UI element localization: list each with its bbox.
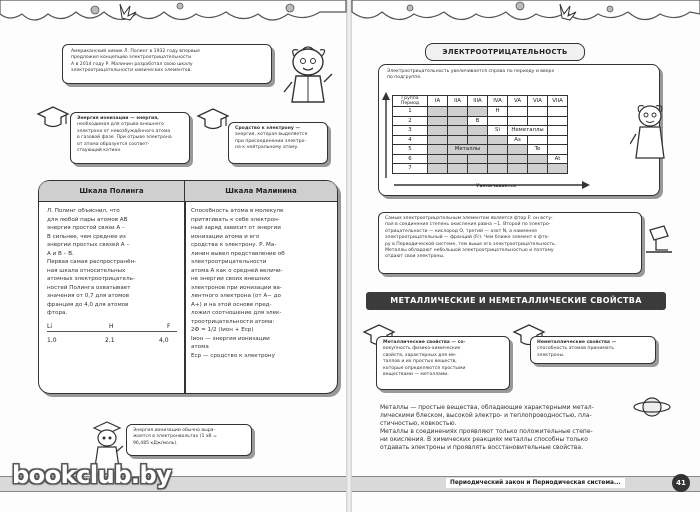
intro-line: А в 2014 году Р. Малинин разработал свою шкалу (71, 61, 193, 67)
table-cell (548, 107, 568, 117)
table-header-cell (393, 96, 428, 107)
table-cell (528, 107, 548, 117)
table-cell (508, 116, 528, 126)
ionization-energy-box (70, 112, 190, 164)
electronegativity-title: ЭЛЕКТРООТРИЦАТЕЛЬНОСТЬ (425, 43, 585, 61)
definition-line: в газовой фазе. При отрыве электрона (77, 135, 172, 141)
table-cell: B (468, 116, 488, 126)
text-line: притягивать к себе электрон- (191, 216, 280, 223)
malinin-scale-title: Шкала Малинина (185, 181, 337, 202)
table-cell (448, 154, 468, 164)
text-line: ни окисления. В химических реакциях металлы способны только (380, 436, 588, 443)
text-line: ионизации атома и его (191, 233, 260, 240)
text-line: для любой пары атомов АВ (47, 216, 128, 223)
definition-line: ствующий катион. (77, 148, 122, 154)
table-cell (428, 107, 448, 117)
table-cell: Te (528, 145, 548, 155)
footer-title: Периодический закон и Периодическая система... (446, 478, 625, 488)
text-line: электроотрицательности (191, 259, 267, 265)
intro-line: предложил концепцию электроотрицательности. (71, 55, 193, 61)
microscope-icon (642, 222, 676, 256)
table-cell (528, 164, 548, 174)
page-number: 41 (672, 474, 690, 492)
period-cell: 3 (393, 126, 428, 136)
text-line: значения от 0,7 для атомов (47, 293, 130, 299)
pauling-scale-title: Шкала Полинга (39, 181, 185, 202)
definition-line: Энергия ионизации — энергия, (77, 116, 159, 121)
table-cell (468, 135, 488, 145)
book-spine (346, 0, 352, 512)
text-line: вокупность физико-химических (383, 346, 461, 352)
fluorine-box (378, 212, 642, 274)
table-cell (468, 107, 488, 117)
text-line: В сильнее, чем среднее из (47, 233, 126, 240)
group-header: IA (428, 96, 448, 107)
table-cell (548, 116, 568, 126)
text-line: ностей Полинга охватывает (47, 284, 131, 291)
electronegativity-value: 1,0 (47, 337, 57, 344)
table-cell (468, 164, 488, 174)
definition-line: от атома образуется соответ- (77, 141, 150, 147)
period-cell: 1 (393, 107, 428, 117)
text-line: лентного электрона (от А− до (191, 293, 281, 299)
text-line: ру в Периодической системе, тем выше его электроотрицательность. (385, 241, 557, 247)
nonmetallic-properties-box (530, 336, 656, 364)
malinin-text (191, 207, 331, 360)
group-header: VIIA (548, 96, 568, 107)
definition-line: энергия, которая выделяется (235, 132, 308, 138)
element-symbol: Li (47, 323, 53, 330)
metallic-properties-box (376, 336, 510, 390)
table-cell (488, 135, 508, 145)
period-cell: 6 (393, 154, 428, 164)
period-label: Период (400, 101, 420, 106)
table-cell (508, 154, 528, 164)
group-header: VA (508, 96, 528, 107)
period-cell: 7 (393, 164, 428, 174)
table-cell (448, 107, 468, 117)
text-line: А+) и на этой основе пред- (191, 301, 272, 308)
intro-line: Американский химик Л. Полинг в 1932 году впервые (71, 49, 200, 54)
text-line: фтора. (47, 310, 68, 316)
definition-line: Сродство к электрону — (235, 126, 301, 131)
scientist-illustration (282, 44, 334, 108)
text-line: ная шкала относительных (47, 267, 126, 274)
table-cell (448, 164, 468, 174)
increase-label: Увеличивается (476, 184, 516, 189)
table-cell (508, 164, 528, 174)
group-header: IIA (448, 96, 468, 107)
text-line: свойств, характерных для ме- (383, 352, 457, 358)
text-line: атома (191, 344, 209, 350)
group-header: VIA (528, 96, 548, 107)
table-cell (528, 154, 548, 164)
table-cell (468, 154, 488, 164)
text-line: Металлы в соединениях проявляют только положительные степе- (380, 428, 593, 435)
text-line: электроотрицательный — франций (Fr). Чем ближе элемент к фто- (385, 235, 550, 241)
watermark: bookclub.by (12, 461, 172, 489)
group-header: IVA (488, 96, 508, 107)
scientist-illustration (630, 102, 670, 162)
text-line: А и В – В. (47, 250, 74, 257)
text-line: Самым электроотрицательным элементом является фтор F: он всту- (385, 216, 553, 221)
text-line: Eср — сродство к электрону (191, 352, 275, 359)
table-cell: H (488, 107, 508, 117)
text-line: отдают свои электроны. (385, 254, 445, 260)
text-line: Металлические свойства — со- (383, 340, 466, 345)
text-line: Л. Полинг объяснил, что (47, 208, 120, 214)
table-cell (508, 107, 528, 117)
text-line: Металлы — простые вещества, обладающие характерными метал- (380, 404, 594, 411)
table-cell (488, 145, 508, 155)
trend-line: по подгруппе. (387, 75, 422, 81)
intro-line: электроотрицательности химических элементов. (71, 68, 192, 74)
formula: 2Ф = 1/2 (Iион + Eср) (191, 327, 254, 333)
table-cell (548, 164, 568, 174)
definition-line: необходимая для отрыва внешнего (77, 122, 164, 128)
text-line: не энергии своих внешних (191, 276, 271, 282)
text-line: Первая самая распространён- (47, 259, 137, 265)
table-cell (448, 126, 468, 136)
table-cell: Si (488, 126, 508, 136)
divider-line (47, 331, 177, 332)
element-symbol: F (167, 323, 171, 330)
text-line: способность атомов принимать (537, 346, 614, 352)
table-cell (468, 126, 488, 136)
text-line: сродства к электрону. Р. Ма- (191, 242, 277, 248)
group-header: IIIA (468, 96, 488, 107)
text-line: линин вывел представление об (191, 250, 285, 257)
text-line: отрицательности — кислород O, третий — азот N, а наименее (385, 228, 538, 234)
definition-line: при присоединении электро- (235, 138, 306, 144)
text-line: франция до 4,0 для атомов (47, 301, 129, 308)
intro-box (62, 44, 272, 84)
table-cell (428, 116, 448, 126)
table-cell (488, 116, 508, 126)
table-cell: Неметаллы (508, 126, 548, 136)
graduation-cap-icon (36, 104, 70, 130)
table-cell (448, 135, 468, 145)
section-title: МЕТАЛЛИЧЕСКИЕ И НЕМЕТАЛЛИЧЕСКИЕ СВОЙСТВА (366, 292, 666, 310)
table-cell (548, 126, 568, 136)
table-cell (528, 135, 548, 145)
element-symbol: H (109, 323, 114, 330)
table-cell (528, 116, 548, 126)
text-line: Способность атома в молекуле (191, 208, 284, 214)
table-cell (428, 154, 448, 164)
note-box (126, 424, 252, 456)
definition-line: на к нейтральному атому. (235, 145, 299, 151)
note-line: Энергия ионизации обычно выра- (133, 428, 216, 433)
pauling-text (47, 207, 179, 318)
period-cell: 2 (393, 116, 428, 126)
note-line: жается в электронвольтах (1 эВ = (133, 434, 217, 440)
trend-line: Электроотрицательность увеличивается справа по периоду и вверх (387, 69, 555, 74)
text-line: которые определяются простыми (383, 365, 466, 371)
electron-affinity-box (228, 122, 328, 164)
electronegativity-value: 4,0 (159, 337, 169, 344)
table-cell (428, 164, 448, 174)
table-cell (488, 164, 508, 174)
table-cell (428, 126, 448, 136)
arrow-up-icon (381, 90, 391, 180)
group-label: Группа (401, 96, 419, 101)
text-line: пая в соединения степень окисления равна −1. Второй по электро- (385, 222, 551, 228)
table-cell: Металлы (448, 145, 488, 155)
period-cell: 4 (393, 135, 428, 145)
text-line: электронов при ионизации ва- (191, 284, 282, 291)
text-line: энергия простой связи А – (47, 225, 125, 231)
text-line: лическими блеском, высокой электро- и теплопроводностью, пла- (380, 412, 592, 419)
table-cell (548, 145, 568, 155)
text-line: ложил соотношение для элек- (191, 310, 282, 316)
text-line: энергии простых связей А – (47, 242, 130, 248)
text-line: стичностью, ковкостью. (380, 420, 457, 427)
text-line: Металлы обладают небольшой электроотрицательностью и поэтому (385, 248, 554, 254)
table-cell: At (548, 154, 568, 164)
electronegativity-value: 2,1 (105, 337, 115, 344)
metals-paragraph (380, 404, 670, 452)
text-line: ный заряд зависит от энергии (191, 225, 281, 231)
periodic-table (392, 95, 568, 174)
text-line: троотрицательности атома: (191, 318, 275, 325)
table-cell (448, 116, 468, 126)
table-cell (508, 145, 528, 155)
graduation-cap-icon (196, 106, 230, 132)
table-cell (428, 135, 448, 145)
text-line: электроны. (537, 352, 565, 358)
note-line: 96,485 кДж/моль). (133, 440, 178, 446)
definition-line: электрона от невозбуждённого атома (77, 128, 171, 134)
table-cell (488, 154, 508, 164)
table-cell (428, 145, 448, 155)
text-line: Iион — энергия ионизации (191, 335, 270, 342)
text-line: атома А как о средней величи- (191, 267, 283, 274)
period-cell: 5 (393, 145, 428, 155)
text-line: Неметаллические свойства — (537, 340, 617, 345)
text-line: атомных электроотрицатель- (47, 276, 135, 282)
cloud-border (0, 0, 700, 40)
text-line: таллов и их простых веществ, (383, 359, 457, 365)
table-cell: As (508, 135, 528, 145)
text-line: отдавать электроны и проявлять восстановительные свойства. (380, 444, 584, 451)
column-divider (184, 201, 186, 393)
text-line: веществами — металлами. (383, 372, 449, 378)
table-cell (548, 135, 568, 145)
electronegativity-scales-panel (38, 180, 338, 394)
